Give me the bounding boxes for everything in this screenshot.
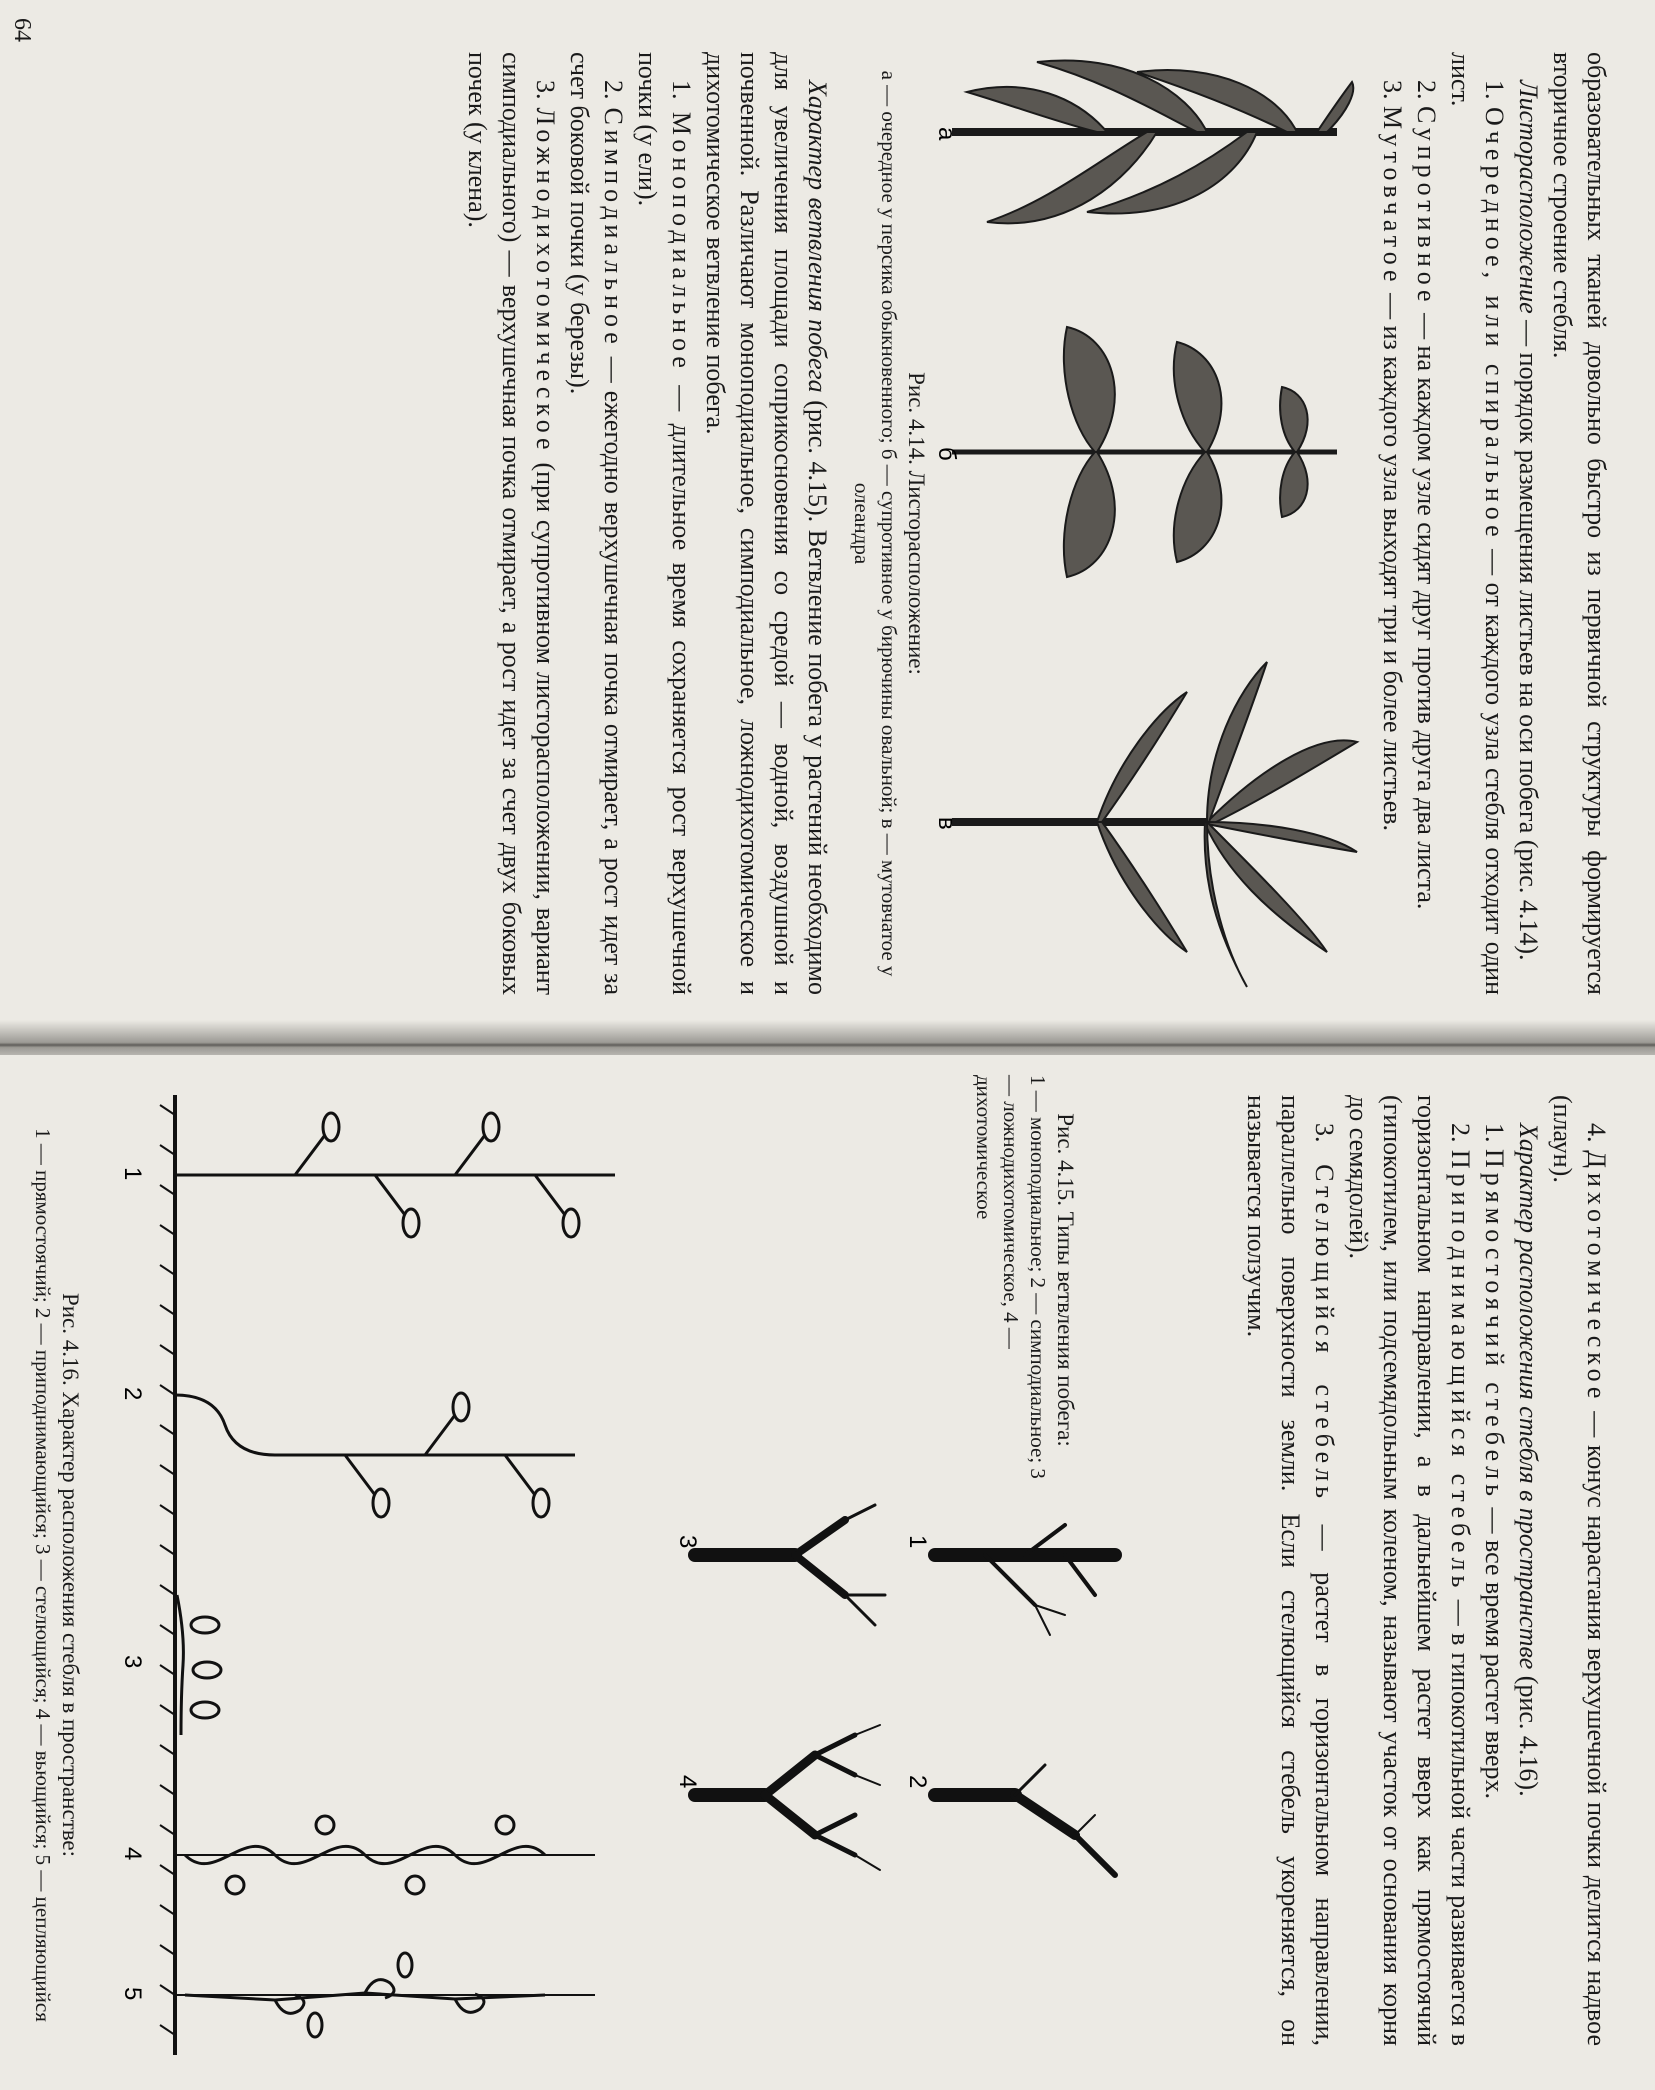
paragraph — [1511, 1095, 1545, 2046]
label-4: 4 — [674, 1775, 701, 1789]
tendril — [455, 1994, 484, 2012]
paragraph — [1443, 52, 1511, 995]
leaf — [483, 1113, 499, 1141]
leaf — [1280, 387, 1308, 452]
label-3: 3 — [119, 1655, 146, 1669]
right-page — [0, 1055, 1655, 2090]
term: Мутовчатое — [1378, 106, 1407, 287]
text: — на каждом узле сидят друг против друга два листа. — [1412, 306, 1441, 910]
leaf — [406, 1876, 424, 1894]
leaf — [1174, 342, 1222, 452]
paragraph — [1239, 1095, 1341, 2046]
leaf — [191, 1617, 219, 1633]
figure-4-15-caption-block — [970, 1075, 1080, 1485]
leaf — [373, 1489, 389, 1517]
text: — в гипокотильной части развивается в горизонтальном направлении, а в дальнейшем растет вверх как прямостоячий (гипокотилем, или подсемядольным коленом, называют участок от основания корня до семядолей). — [1344, 1095, 1475, 2047]
branch — [1015, 1795, 1075, 1835]
text: (рис. 4.16). — [1514, 1669, 1543, 1797]
figure-caption: Рис. 4.14. Листорасположение: — [904, 372, 929, 675]
paragraph — [1545, 1095, 1613, 2046]
leaf — [1317, 82, 1353, 132]
paragraph — [1511, 52, 1545, 995]
twig — [845, 1505, 875, 1520]
page-number: 64 — [9, 18, 35, 42]
leaf — [1064, 327, 1115, 452]
leaf — [1097, 692, 1187, 822]
figure-4-16 — [95, 1095, 655, 2055]
leaf-arrangement-illustration — [933, 52, 1357, 992]
branch — [1015, 1765, 1045, 1795]
number: 2. — [1412, 80, 1441, 106]
leaf — [1174, 452, 1222, 562]
branch — [815, 1835, 855, 1855]
leaf — [398, 1953, 412, 1977]
branch — [765, 1795, 815, 1835]
text: — порядок размещения листьев на оси побега (рис. 4.14). — [1514, 313, 1543, 961]
number: 3. — [1378, 80, 1407, 106]
text: — длительное время сохраняется рост верхушечной почки (у ели). — [633, 52, 696, 995]
paragraph — [698, 52, 834, 995]
figure-caption: Рис. 4.16. Характер расположения стебля в пространстве: — [58, 1292, 83, 1858]
leaf — [533, 1489, 549, 1517]
number: 3. — [531, 80, 560, 108]
term: Характер расположения стебля в пространстве — [1514, 1123, 1543, 1670]
term: Ложнодихотомическое — [531, 107, 560, 455]
leaf — [1097, 822, 1187, 952]
stem-position-illustration — [95, 1095, 655, 2055]
term: Стелющийся стебель — [1310, 1164, 1339, 1504]
leaf — [308, 2013, 322, 2037]
text: — из каждого узла выходят три и более листьев. — [1378, 286, 1407, 832]
label-5: 5 — [119, 1987, 146, 2001]
leaf — [1280, 452, 1308, 517]
paragraph — [562, 52, 630, 995]
branch — [795, 1520, 845, 1555]
leaf — [316, 1816, 334, 1834]
branch — [815, 1735, 855, 1755]
paragraph — [1375, 52, 1409, 995]
leaf — [563, 1209, 579, 1237]
branch — [815, 1815, 855, 1835]
term: Характер ветвления побега — [803, 80, 832, 393]
label-4: 4 — [119, 1847, 146, 1861]
figure-caption-detail: 1 — моноподиальное; 2 — симподиальное; 3 — ложнодихотомическое, 4 — дихотомическое — [972, 1075, 1050, 1479]
number: 1. — [667, 80, 696, 112]
paragraph — [1409, 52, 1443, 995]
label-2: 2 — [904, 1775, 931, 1789]
text: — конус нарастания верхушечной почки делится надвое (плаун). — [1548, 1095, 1611, 2047]
term: Супротивное — [1412, 106, 1441, 307]
ground-hatching — [160, 1105, 175, 2035]
branch — [795, 1555, 845, 1595]
leaf — [496, 1816, 514, 1834]
leaf — [226, 1876, 244, 1894]
label-2: 2 — [119, 1387, 146, 1401]
branch — [765, 1755, 815, 1795]
term: Приподнимающийся стебель — [1446, 1149, 1475, 1593]
number: 4. — [1582, 1123, 1611, 1151]
text: — от каждого узла стебля отходит один лист. — [1446, 52, 1509, 996]
left-page — [0, 0, 1655, 1035]
term: Симподиальное — [599, 107, 628, 349]
number: 1. — [1480, 80, 1509, 108]
term: Очередное, или спиральное — [1480, 107, 1509, 542]
figure-caption: Рис. 4.15. Типы ветвления побега: — [1053, 1113, 1078, 1447]
stem — [175, 1395, 575, 1455]
leaf-stalk — [455, 1135, 485, 1175]
figure-4-16-caption-block — [29, 1095, 85, 2055]
label-1: 1 — [904, 1535, 931, 1549]
paragraph — [1477, 1095, 1511, 2046]
leaf — [453, 1393, 469, 1421]
text: (рис. 4.15). Ветвление побега у растений необходимо для увеличения площади соприкосновения со средой — водной, воздушной и почвенной. Различают моноподиальное, симподиальное, ложнодихотомическое и дихотомическое ветвление побега. — [701, 52, 832, 995]
figure-4-14 — [933, 52, 1357, 992]
twig — [855, 1725, 880, 1735]
label-a: а — [933, 127, 960, 141]
leaf — [193, 1662, 221, 1678]
branch — [985, 1555, 1035, 1605]
figure-4-15 — [675, 1535, 1135, 2055]
paragraph — [630, 52, 698, 995]
leaf — [191, 1702, 219, 1718]
number: 2. — [599, 80, 628, 108]
text: — растет в горизонтальном направлении, параллельно поверхности земли. Если стелющийся стебель укореняется, он называется ползучим. — [1242, 1095, 1339, 2046]
figure-caption-detail: а — очередное у персика обыкновенного; б — супротивное у бирючины овальной; в — мутовчатое у олеандра — [850, 70, 901, 977]
branch — [1075, 1835, 1115, 1875]
label-1: 1 — [119, 1167, 146, 1181]
number: 3. — [1310, 1123, 1339, 1165]
branch — [815, 1755, 855, 1775]
leaf — [1064, 452, 1115, 577]
leaf-stalk — [375, 1175, 405, 1215]
leaf-stalk — [425, 1415, 455, 1455]
leaf-stalk — [505, 1455, 535, 1495]
label-c: в — [933, 817, 960, 830]
twig — [1075, 1815, 1095, 1835]
leaf-stalk — [345, 1455, 375, 1495]
leaf — [323, 1113, 339, 1141]
leaf — [967, 87, 1107, 132]
leaf-stalk — [535, 1175, 565, 1215]
figure-caption-detail: 1 — прямостоячий; 2 — приподнимающийся; 3 — стелющийся; 4 — вьющийся; 5 — цепляющийся — [31, 1128, 55, 2022]
text: — ежегодно верхушечная почка отмирает, а рост идет за счет боковой почки (у березы). — [565, 52, 628, 995]
number: 2. — [1446, 1123, 1475, 1150]
term: Прямостоячий стебель — [1480, 1149, 1509, 1501]
paragraph — [1341, 1095, 1477, 2046]
label-b: б — [933, 447, 960, 461]
label-3: 3 — [674, 1535, 701, 1549]
number: 1. — [1480, 1123, 1509, 1149]
twig — [855, 1855, 880, 1870]
leaf — [403, 1209, 419, 1237]
branching-types-illustration — [675, 1535, 1135, 2055]
text: — все время растет вверх. — [1480, 1500, 1509, 1800]
twig — [855, 1775, 880, 1785]
leaf-stalk — [295, 1135, 325, 1175]
stem — [177, 1595, 183, 1735]
paragraph: образовательных тканей довольно быстро из первичной структуры формируется вторичное строение стебля. — [1548, 52, 1611, 995]
paragraph — [460, 52, 562, 995]
term: Моноподиальное — [667, 111, 696, 373]
text: (при супротивном листорасположении, вариант симподиального) — верхушечная почка отмирает, а рост идет за счет двух боковых почек (у клена). — [463, 52, 560, 996]
twig — [845, 1595, 875, 1625]
term: Дихотомическое — [1582, 1150, 1611, 1404]
term: Листорасположение — [1514, 80, 1543, 314]
